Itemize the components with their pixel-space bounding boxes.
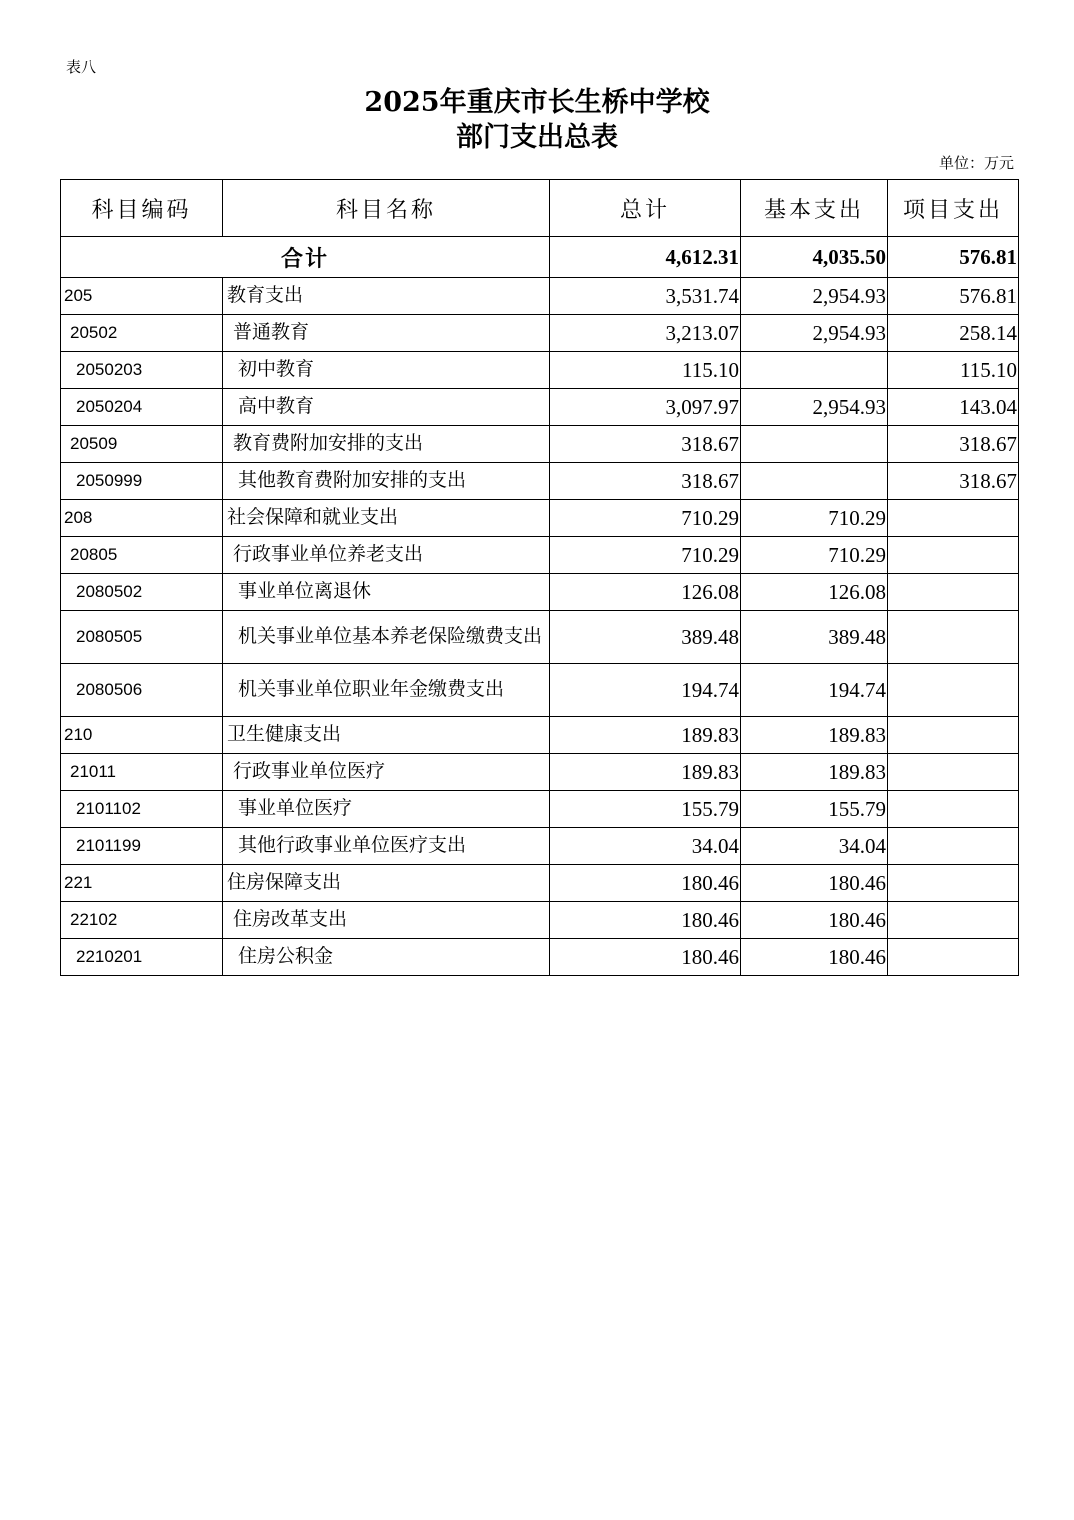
row-basic: 34.04 <box>741 828 888 865</box>
row-code: 2210201 <box>61 939 223 976</box>
row-name: 机关事业单位职业年金缴费支出 <box>223 664 550 717</box>
table-row <box>61 315 1019 352</box>
row-code: 2080506 <box>61 664 223 717</box>
row-basic: 155.79 <box>741 791 888 828</box>
row-total: 34.04 <box>550 828 741 865</box>
row-name: 初中教育 <box>223 352 550 389</box>
row-name: 事业单位离退休 <box>223 574 550 611</box>
row-total: 3,097.97 <box>550 389 741 426</box>
table-row <box>61 389 1019 426</box>
row-code: 2050203 <box>61 352 223 389</box>
row-name: 其他行政事业单位医疗支出 <box>223 828 550 865</box>
row-project <box>888 611 1019 664</box>
row-code: 20509 <box>61 426 223 463</box>
total-sum: 4,612.31 <box>550 237 741 278</box>
row-project <box>888 500 1019 537</box>
table-row <box>61 352 1019 389</box>
row-basic: 189.83 <box>741 754 888 791</box>
row-total: 155.79 <box>550 791 741 828</box>
row-name: 高中教育 <box>223 389 550 426</box>
document-title: 2025年重庆市长生桥中学校 <box>364 87 710 118</box>
row-code: 20805 <box>61 537 223 574</box>
total-project: 576.81 <box>888 237 1019 278</box>
row-name: 教育费附加安排的支出 <box>223 426 550 463</box>
table-row <box>61 902 1019 939</box>
row-code: 221 <box>61 865 223 902</box>
row-basic: 389.48 <box>741 611 888 664</box>
row-basic: 189.83 <box>741 717 888 754</box>
row-code: 2050999 <box>61 463 223 500</box>
row-project <box>888 902 1019 939</box>
row-name: 住房保障支出 <box>223 865 550 902</box>
row-basic: 2,954.93 <box>741 315 888 352</box>
row-name: 普通教育 <box>223 315 550 352</box>
row-basic: 180.46 <box>741 902 888 939</box>
row-project <box>888 537 1019 574</box>
row-basic: 2,954.93 <box>741 278 888 315</box>
total-label: 合计 <box>61 237 550 278</box>
column-header-name: 科目名称 <box>223 180 550 237</box>
table-row <box>61 828 1019 865</box>
row-project: 318.67 <box>888 463 1019 500</box>
row-total: 389.48 <box>550 611 741 664</box>
row-code: 2080505 <box>61 611 223 664</box>
total-basic: 4,035.50 <box>741 237 888 278</box>
row-project <box>888 717 1019 754</box>
row-project <box>888 791 1019 828</box>
row-code: 20502 <box>61 315 223 352</box>
row-basic: 180.46 <box>741 865 888 902</box>
row-total: 710.29 <box>550 537 741 574</box>
table-row <box>61 463 1019 500</box>
row-total: 710.29 <box>550 500 741 537</box>
row-basic: 126.08 <box>741 574 888 611</box>
row-code: 205 <box>61 278 223 315</box>
row-project <box>888 939 1019 976</box>
table-row <box>61 278 1019 315</box>
row-name: 事业单位医疗 <box>223 791 550 828</box>
row-total: 189.83 <box>550 717 741 754</box>
table-row <box>61 865 1019 902</box>
unit-label: 单位：万元 <box>938 154 1014 172</box>
row-code: 208 <box>61 500 223 537</box>
column-header-project: 项目支出 <box>888 180 1019 237</box>
row-code: 2080502 <box>61 574 223 611</box>
row-project <box>888 865 1019 902</box>
row-total: 318.67 <box>550 463 741 500</box>
column-header-code: 科目编码 <box>61 180 223 237</box>
header-row <box>61 180 1019 237</box>
row-project <box>888 664 1019 717</box>
row-name: 住房公积金 <box>223 939 550 976</box>
table-row <box>61 574 1019 611</box>
column-header-total: 总计 <box>550 180 741 237</box>
row-code: 2050204 <box>61 389 223 426</box>
row-name: 其他教育费附加安排的支出 <box>223 463 550 500</box>
row-project <box>888 574 1019 611</box>
row-code: 2101102 <box>61 791 223 828</box>
row-project: 115.10 <box>888 352 1019 389</box>
row-total: 3,531.74 <box>550 278 741 315</box>
row-total: 318.67 <box>550 426 741 463</box>
row-name: 教育支出 <box>223 278 550 315</box>
row-name: 社会保障和就业支出 <box>223 500 550 537</box>
row-total: 189.83 <box>550 754 741 791</box>
table-row <box>61 717 1019 754</box>
row-total: 115.10 <box>550 352 741 389</box>
row-code: 210 <box>61 717 223 754</box>
row-project: 143.04 <box>888 389 1019 426</box>
row-project: 258.14 <box>888 315 1019 352</box>
table-row <box>61 664 1019 717</box>
table-row <box>61 500 1019 537</box>
row-basic <box>741 426 888 463</box>
table-number: 表八 <box>66 58 97 76</box>
row-total: 3,213.07 <box>550 315 741 352</box>
expenditure-table <box>60 179 1019 976</box>
total-row <box>61 237 1019 278</box>
row-basic: 2,954.93 <box>741 389 888 426</box>
row-project: 576.81 <box>888 278 1019 315</box>
row-total: 180.46 <box>550 939 741 976</box>
column-header-basic: 基本支出 <box>741 180 888 237</box>
row-name: 行政事业单位医疗 <box>223 754 550 791</box>
table-row <box>61 754 1019 791</box>
row-basic: 194.74 <box>741 664 888 717</box>
row-basic <box>741 352 888 389</box>
row-basic: 180.46 <box>741 939 888 976</box>
row-total: 194.74 <box>550 664 741 717</box>
table-row <box>61 791 1019 828</box>
row-code: 22102 <box>61 902 223 939</box>
document-subtitle: 部门支出总表 <box>456 122 618 153</box>
row-basic: 710.29 <box>741 500 888 537</box>
row-total: 126.08 <box>550 574 741 611</box>
row-basic: 710.29 <box>741 537 888 574</box>
row-project: 318.67 <box>888 426 1019 463</box>
table-row <box>61 537 1019 574</box>
table-row <box>61 426 1019 463</box>
row-name: 住房改革支出 <box>223 902 550 939</box>
row-name: 行政事业单位养老支出 <box>223 537 550 574</box>
row-project <box>888 754 1019 791</box>
row-total: 180.46 <box>550 865 741 902</box>
table-row <box>61 939 1019 976</box>
row-name: 卫生健康支出 <box>223 717 550 754</box>
row-total: 180.46 <box>550 902 741 939</box>
row-name: 机关事业单位基本养老保险缴费支出 <box>223 611 550 664</box>
row-basic <box>741 463 888 500</box>
table-row <box>61 611 1019 664</box>
row-code: 2101199 <box>61 828 223 865</box>
row-project <box>888 828 1019 865</box>
row-code: 21011 <box>61 754 223 791</box>
